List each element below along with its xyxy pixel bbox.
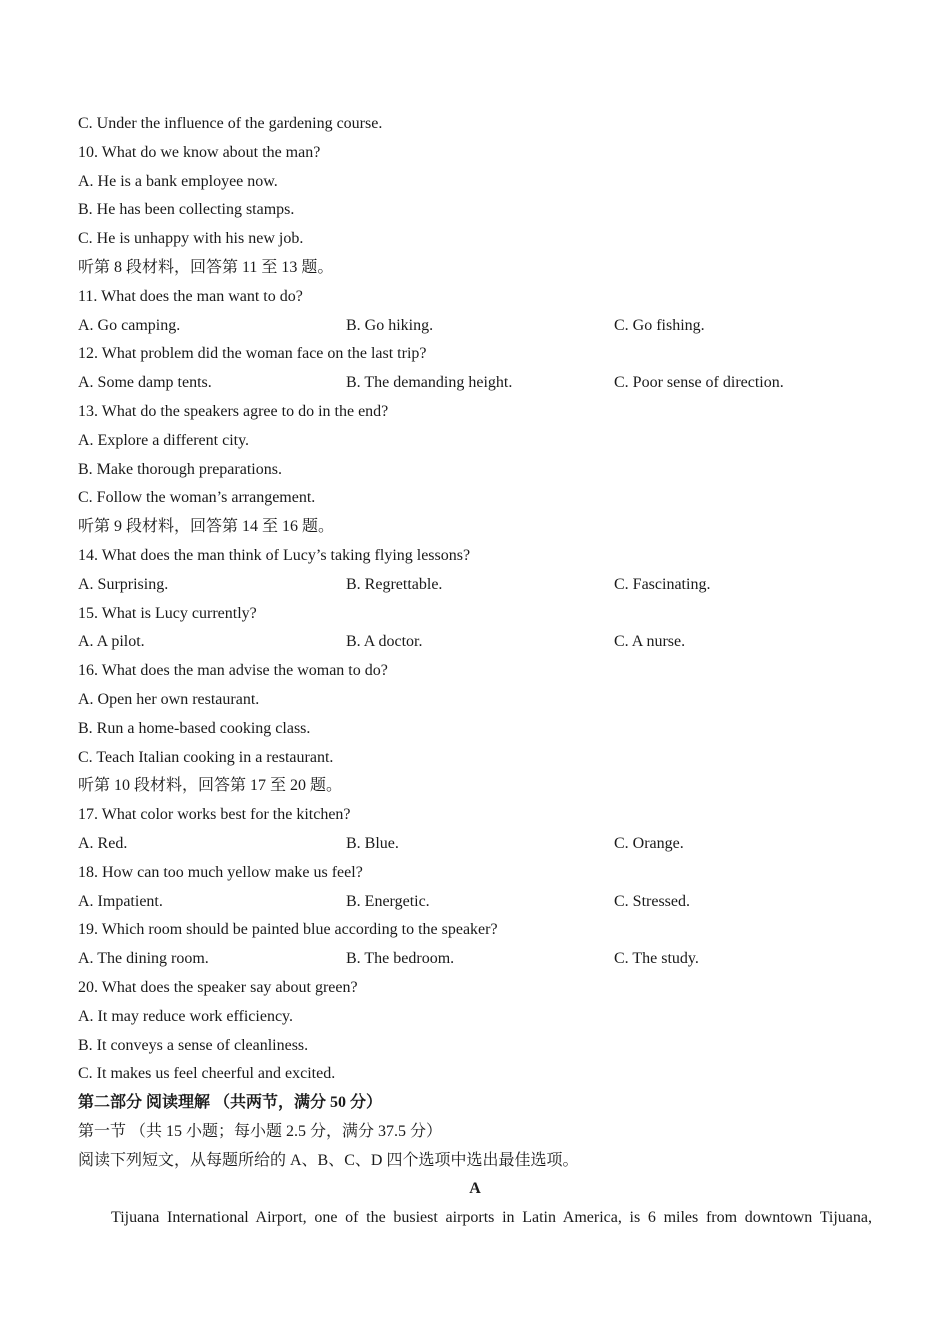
- question-15: 15. What is Lucy currently?: [78, 604, 257, 622]
- option-line: B. He has been collecting stamps.: [78, 201, 295, 219]
- options-row: [78, 830, 872, 859]
- option-line: B. Make thorough preparations.: [78, 460, 282, 478]
- question-10: 10. What do we know about the man?: [78, 143, 321, 161]
- section-instruction: 听第 8 段材料，回答第 11 至 13 题。: [78, 258, 334, 276]
- option-line: C. Teach Italian cooking in a restaurant.: [78, 748, 334, 766]
- question-11: 11. What does the man want to do?: [78, 287, 303, 305]
- reading-instruction: 阅读下列短文，从每题所给的 A、B、C、D 四个选项中选出最佳选项。: [78, 1151, 579, 1169]
- option-c: C. The study.: [614, 950, 699, 968]
- question-17: 17. What color works best for the kitchen?: [78, 806, 351, 824]
- question-20: 20. What does the speaker say about green?: [78, 978, 358, 996]
- section-instruction: 听第 10 段材料，回答第 17 至 20 题。: [78, 777, 343, 795]
- part-heading: 第二部分 阅读理解 （共两节，满分 50 分）: [78, 1094, 383, 1112]
- option-c: C. Orange.: [614, 834, 684, 852]
- question-13: 13. What do the speakers agree to do in the end?: [78, 402, 389, 420]
- option-line: C. It makes us feel cheerful and excited.: [78, 1065, 336, 1083]
- passage-label: A: [469, 1180, 481, 1198]
- option-line: A. It may reduce work efficiency.: [78, 1007, 294, 1025]
- option-line: B. It conveys a sense of cleanliness.: [78, 1036, 309, 1054]
- option-line: A. He is a bank employee now.: [78, 172, 278, 190]
- options-row: [78, 888, 872, 917]
- options-row: [78, 369, 872, 398]
- options-row: [78, 571, 872, 600]
- option-c: C. A nurse.: [614, 633, 686, 651]
- option-line: C. Under the influence of the gardening course.: [78, 115, 383, 132]
- question-19: 19. Which room should be painted blue according to the speaker?: [78, 921, 498, 939]
- option-a: A. Red.: [78, 834, 128, 852]
- option-a: A. The dining room.: [78, 950, 209, 968]
- option-b: B. Energetic.: [346, 892, 430, 910]
- option-c: C. Stressed.: [614, 892, 690, 910]
- options-row: [78, 628, 872, 657]
- option-a: A. A pilot.: [78, 633, 145, 651]
- passage-text: Tijuana International Airport, one of the busiest airports in Latin America, is 6 miles from downtown Tijuana,: [111, 1209, 872, 1227]
- option-a: A. Impatient.: [78, 892, 163, 910]
- option-b: B. Regrettable.: [346, 575, 443, 593]
- option-b: B. The bedroom.: [346, 950, 455, 968]
- option-b: B. The demanding height.: [346, 374, 513, 392]
- option-c: C. Poor sense of direction.: [614, 374, 784, 392]
- option-c: C. Fascinating.: [614, 575, 711, 593]
- option-c: C. Go fishing.: [614, 316, 705, 334]
- option-line: C. Follow the woman’s arrangement.: [78, 489, 316, 507]
- options-row: [78, 312, 872, 341]
- options-row: [78, 945, 872, 974]
- option-b: B. A doctor.: [346, 633, 423, 651]
- option-b: B. Go hiking.: [346, 316, 434, 334]
- section-heading: 第一节 （共 15 小题；每小题 2.5 分，满分 37.5 分）: [78, 1122, 443, 1140]
- option-b: B. Blue.: [346, 834, 399, 852]
- option-a: A. Surprising.: [78, 575, 169, 593]
- question-14: 14. What does the man think of Lucy’s taking flying lessons?: [78, 546, 471, 564]
- option-line: A. Explore a different city.: [78, 431, 250, 449]
- option-line: B. Run a home-based cooking class.: [78, 719, 311, 737]
- section-instruction: 听第 9 段材料，回答第 14 至 16 题。: [78, 518, 335, 536]
- option-a: A. Go camping.: [78, 316, 181, 334]
- question-18: 18. How can too much yellow make us feel?: [78, 863, 363, 881]
- question-16: 16. What does the man advise the woman to do?: [78, 662, 388, 680]
- option-line: C. He is unhappy with his new job.: [78, 230, 304, 248]
- option-a: A. Some damp tents.: [78, 374, 212, 392]
- exam-page: [78, 110, 872, 1233]
- option-line: A. Open her own restaurant.: [78, 690, 260, 708]
- question-12: 12. What problem did the woman face on the last trip?: [78, 345, 427, 363]
